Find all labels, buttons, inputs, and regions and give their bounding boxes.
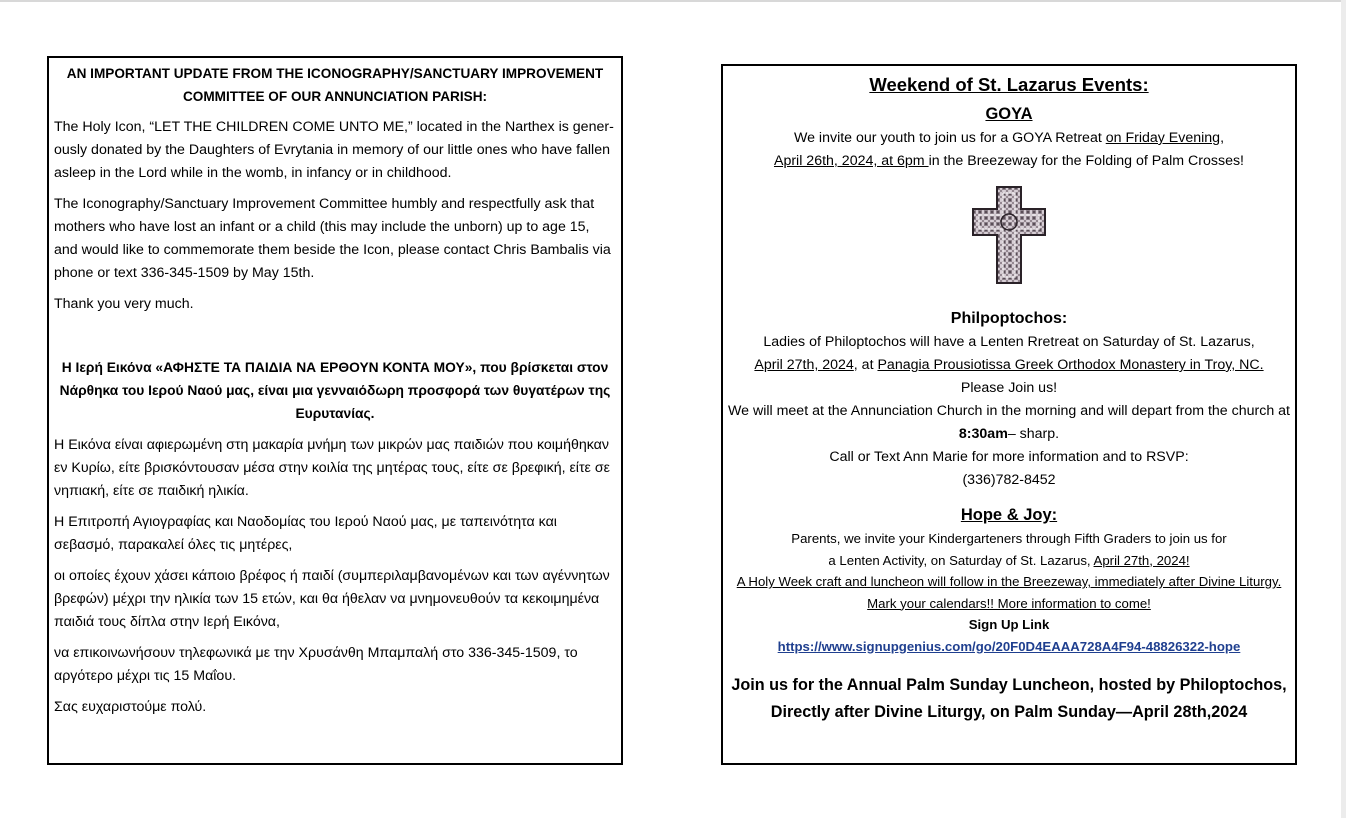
signup-link[interactable]: https://www.signupgenius.com/go/20F0D4EAAA728A4F94-48826322-hope [777, 638, 1241, 654]
hope-date: April 27th, 2024! [1093, 552, 1190, 568]
icon-donation-paragraph: The Holy Icon, “LET THE CHILDREN COME UNTO ME,” located in the Narthex is gener-ously donated by the Daughters of Evrytania in memory of our little ones who have fallen asleep in the Lord while in the womb, in infancy or in childhood. [54, 119, 614, 181]
philoptochos-line-1: Ladies of Philoptochos will have a Lenten Rretreat on Saturday of St. Lazarus, [763, 334, 1255, 350]
greek-paragraph-3: οι οποίες έχουν χάσει κάποιο βρέφος ή παιδί (συμπεριλαμβανομένων και των αγέννητων βρεφών) μέχρι την ηλικία των 15 ετών, και θα ήθελαν να μνημονευθούν τα κεκοιμημένα παιδιά τους δίπλα στην Ιερή Εικόνα, [54, 568, 610, 630]
thank-you-text: Thank you very much. [54, 296, 194, 312]
greek-paragraph-2: Η Επιτροπή Αγιογραφίας και Ναοδομίας του Ιερού Ναού μας, με ταπεινότητα και σεβασμό, παρακαλεί όλες τις μητέρες, [54, 514, 557, 553]
hope-activity: a Lenten Activity, on Saturday of St. Lazarus, [828, 552, 1094, 568]
philoptochos-at: , at [853, 357, 878, 373]
meet-time: 8:30am [958, 426, 1008, 442]
committee-header: AN IMPORTANT UPDATE FROM THE ICONOGRAPHY/SANCTUARY IMPROVEMENT COMMITTEE OF OUR ANNUNCIATION PARISH: [66, 66, 604, 104]
greek-paragraph-1: Η Εικόνα είναι αφιερωμένη στη μακαρία μνήμη των μικρών μας παιδιών που κοιμήθηκαν εν Κυρίω, είτε βρισκόντουσαν μέσα στην κοιλία της μητέρας τους, είτε σε βρεφική, είτε σε νηπιακή, είτε σε παιδική ηλικία. [54, 437, 610, 499]
signup-link-line [727, 636, 1291, 658]
commemoration-request-paragraph: The Iconography/Sanctuary Improvement Committee humbly and respectfully ask that mothers who have lost an infant or a child (this may include the unborn) up to age 15, and would like to commemorate them beside the Icon, please contact Chris Bambalis via phone or text 336-345-1509 by May 15th. [54, 196, 611, 281]
philoptochos-heading: Philpoptochos: [950, 310, 1068, 327]
goya-text-part: We invite our youth to join us for a GOYA Retreat [793, 130, 1106, 146]
goya-time-part: April 26th, 2024, at 6pm [773, 153, 929, 169]
philoptochos-line-2 [727, 354, 1291, 377]
greek-thank-you: Σας ευχαριστούμε πολύ. [54, 699, 207, 715]
goya-text [727, 127, 1291, 173]
page-right-edge [1341, 0, 1346, 818]
signup-label: Sign Up Link [968, 617, 1050, 632]
greek-paragraph-4: να επικοινωνήσουν τηλεφωνικά με την Χρυσάνθη Μπαμπαλή στο 336-345-1509, το αργότερο μέχρι τις 15 Μαΐου. [54, 645, 578, 684]
hope-line-3: A Holy Week craft and luncheon will follow in the Breezeway, immediately after Divine Liturgy. [736, 574, 1282, 589]
philoptochos-phone: (336)782-8452 [962, 472, 1056, 488]
philoptochos-meet [727, 400, 1291, 446]
cross-wrapper [727, 185, 1291, 285]
meet-sharp: – sharp. [1007, 426, 1060, 442]
meet-text: We will meet at the Annunciation Church in the morning and will depart from the church at [727, 403, 1290, 419]
goya-date-part: on Friday Evening, [1105, 130, 1225, 146]
events-title: Weekend of St. Lazarus Events: [869, 74, 1149, 95]
hope-joy-heading: Hope & Joy: [960, 506, 1058, 524]
cross-icon [971, 185, 1047, 285]
goya-location-part: in the Breezeway for the Folding of Palm Crosses! [928, 153, 1245, 169]
hope-line-4: Mark your calendars!! More information to come! [867, 595, 1151, 611]
hope-line-1: Parents, we invite your Kindergarteners through Fifth Graders to join us for [791, 531, 1227, 546]
page-top-border [0, 0, 1346, 2]
left-announcement-panel [47, 56, 623, 765]
philoptochos-join: Please Join us! [960, 380, 1058, 396]
luncheon-line-2: Directly after Divine Liturgy, on Palm Sunday—April 28th,2024 [770, 702, 1248, 721]
right-events-panel [721, 64, 1297, 765]
monastery-name: Panagia Prousiotissa Greek Orthodox Monastery in Troy, NC. [877, 357, 1264, 373]
luncheon-line-1: Join us for the Annual Palm Sunday Luncheon, hosted by Philoptochos, [731, 676, 1287, 694]
philoptochos-date: April 27th, 2024 [754, 357, 854, 373]
philoptochos-rsvp: Call or Text Ann Marie for more information and to RSVP: [829, 449, 1189, 465]
hope-line-2 [727, 550, 1291, 572]
greek-header: Η Ιερή Εικόνα «ΑΦΗΣΤΕ ΤΑ ΠΑΙΔΙΑ ΝΑ ΕΡΘΟΥΝ ΚΟΝΤΑ ΜΟΥ», που βρίσκεται στον Νάρθηκα του Ιερού Ναού μας, είναι μια γενναιόδωρη προσφορά των θυγατέρων της Ευρυτανίας. [59, 360, 611, 421]
goya-heading: GOYA [985, 105, 1033, 123]
